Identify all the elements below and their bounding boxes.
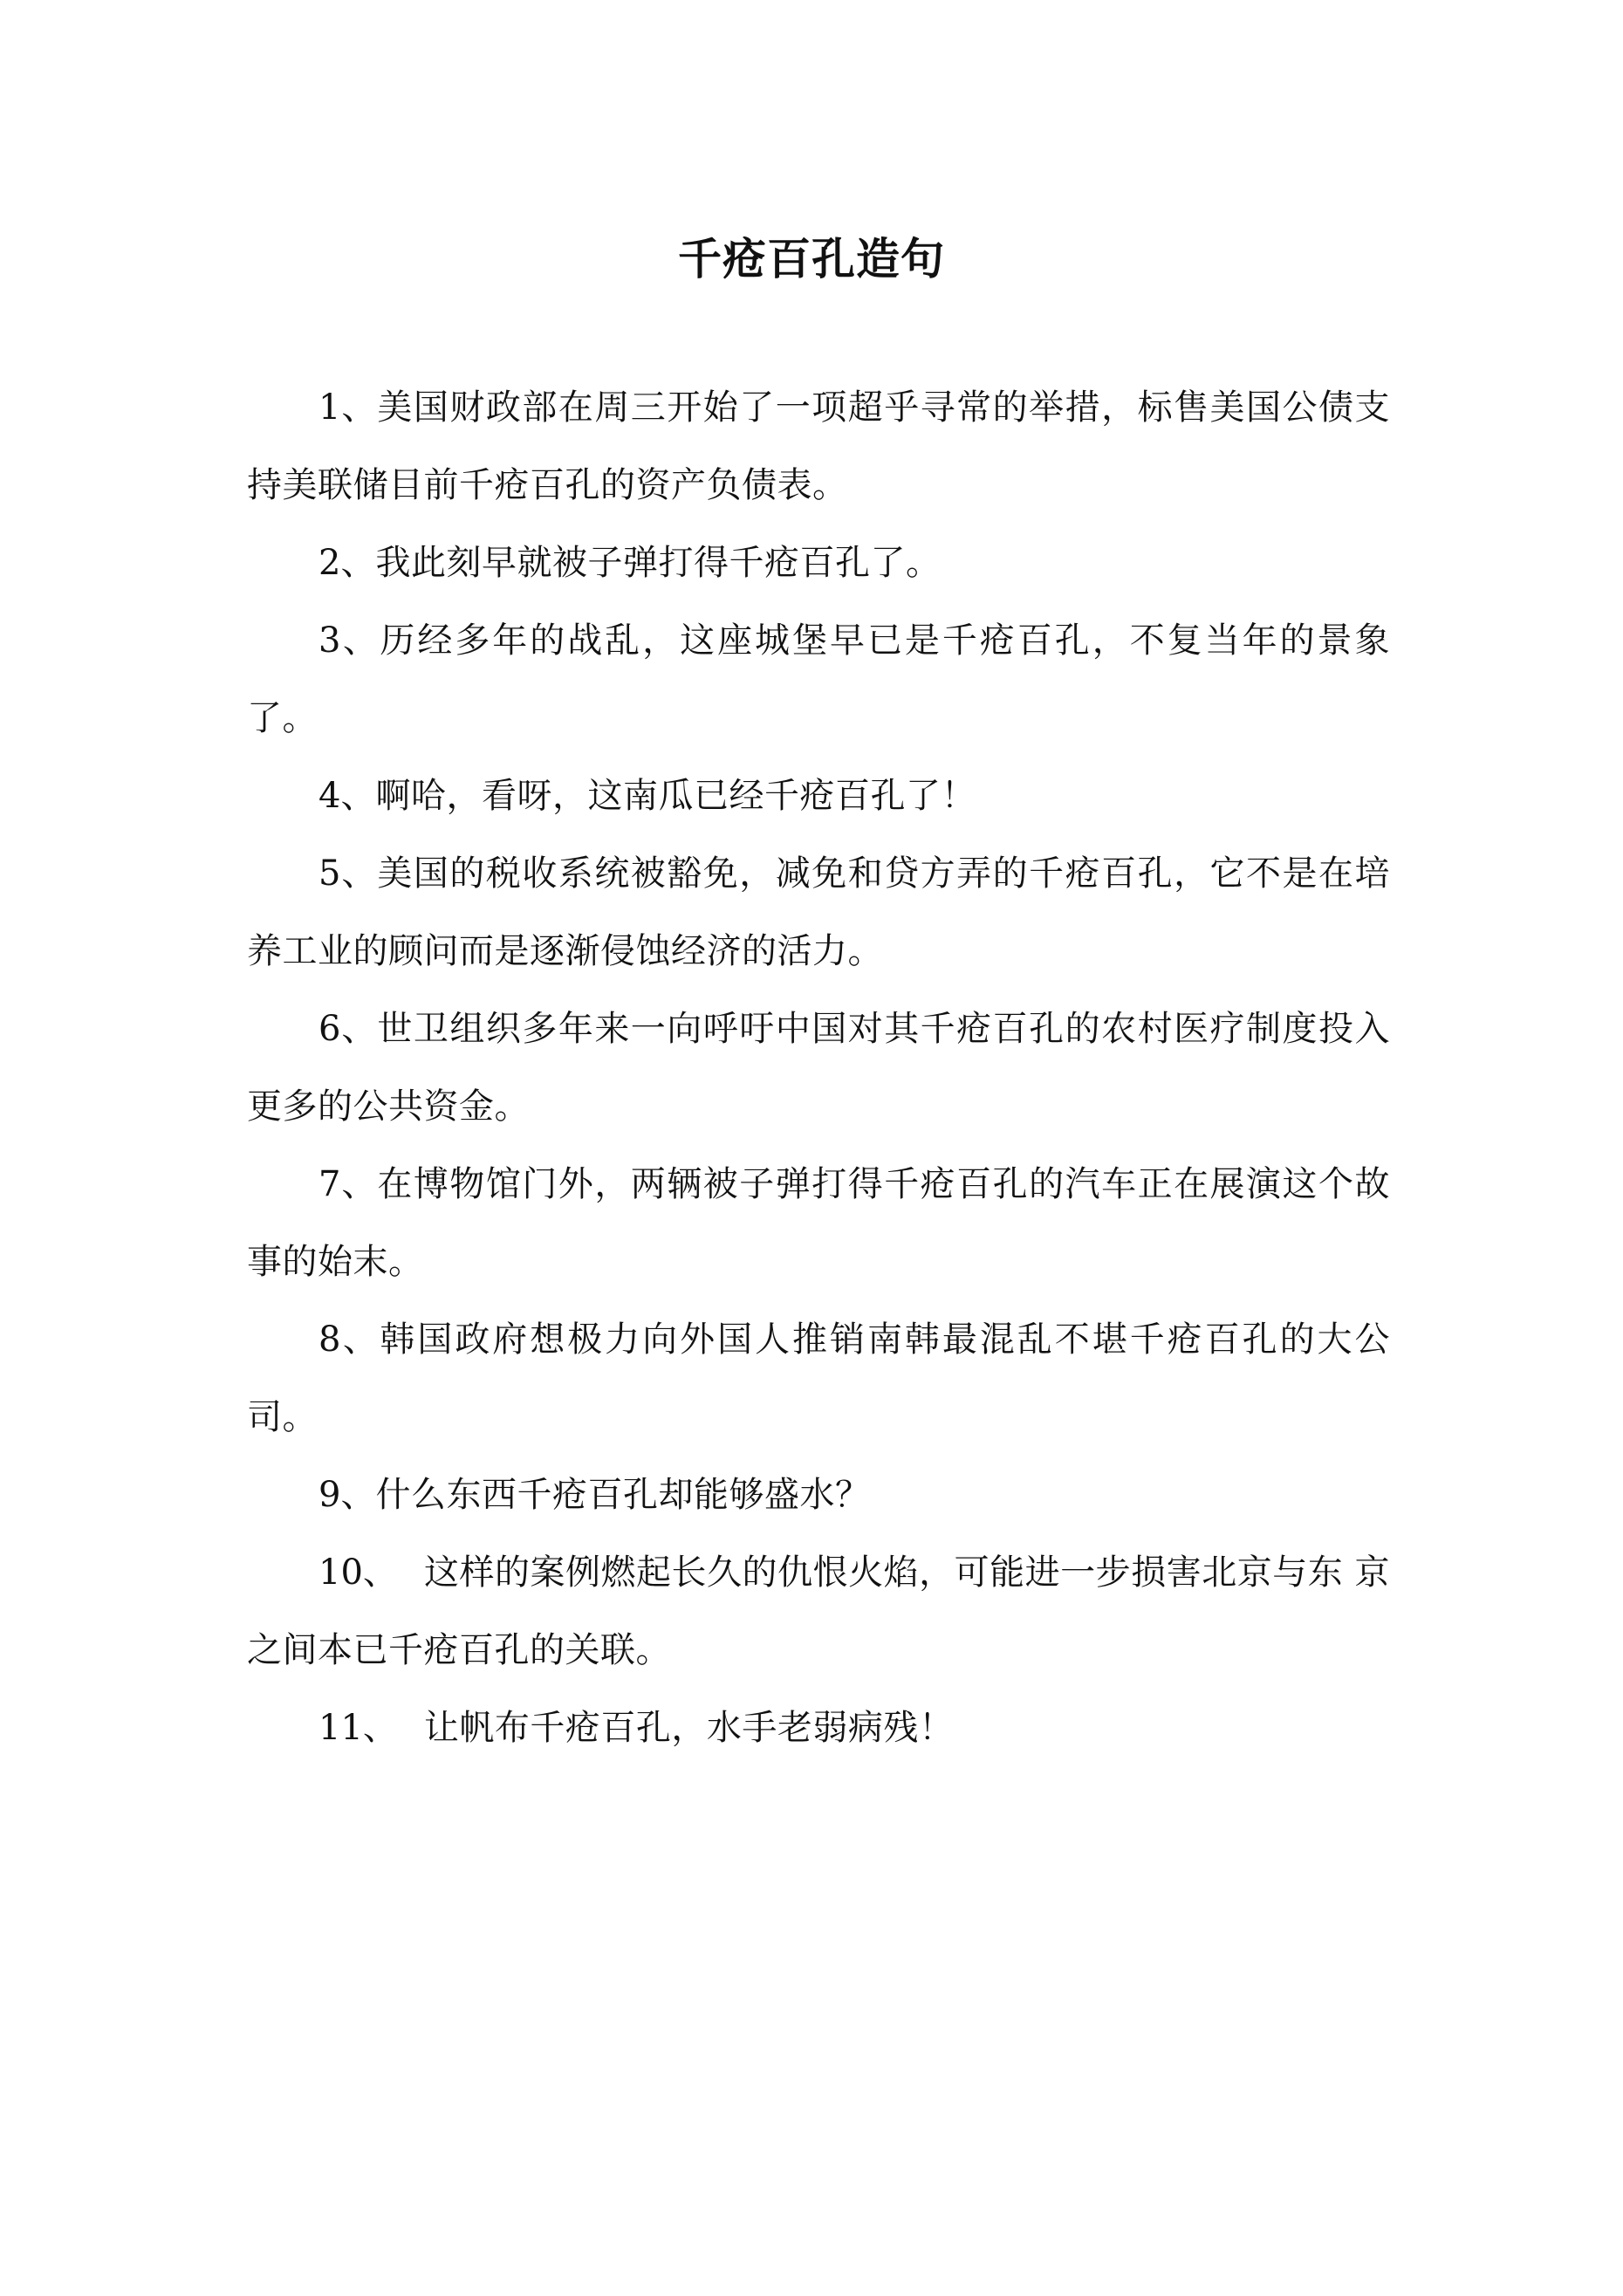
item-text: 这样的案例燃起长久的仇恨火焰，可能进一步损害北京与东 京之间本已千疮百孔的关联。 <box>247 1552 1391 1670</box>
item-text: 美国财政部在周三开始了一项超乎寻常的举措，标售美国公债支持美联储目前千疮百孔的资产负债表。 <box>247 387 1390 505</box>
item-number: 2、 <box>318 543 376 583</box>
item-number: 7、 <box>318 1164 378 1204</box>
item-number: 4、 <box>318 776 376 816</box>
item-number: 8、 <box>318 1319 380 1360</box>
item-text: 美国的税收系统被豁免，减免和贷方弄的千疮百孔，它不是在培养工业的顾问而是逐渐侵蚀经济的活力。 <box>247 853 1390 971</box>
list-item <box>247 835 1390 990</box>
item-number: 10、 <box>318 1552 398 1593</box>
list-item <box>247 990 1390 1146</box>
item-number: 1、 <box>318 387 378 428</box>
list-item <box>247 757 1390 835</box>
list-item <box>247 1534 1390 1689</box>
item-text: 世卫组织多年来一向呼吁中国对其千疮百孔的农村医疗制度投入更多的公共资金。 <box>247 1009 1390 1127</box>
item-number: 9、 <box>318 1475 376 1515</box>
item-text: 历经多年的战乱，这座城堡早已是千疮百孔，不复当年的景象了。 <box>247 620 1391 738</box>
item-text: 啊哈，看呀，这南瓜已经千疮百孔了！ <box>375 776 976 816</box>
list-item <box>247 1146 1390 1301</box>
list-item <box>247 524 1390 602</box>
item-text: 在博物馆门外，两辆被子弹打得千疮百孔的汽车正在展演这个故事的始末。 <box>247 1164 1390 1282</box>
item-number: 11、 <box>318 1708 398 1748</box>
item-number: 5、 <box>318 853 378 894</box>
item-number: 6、 <box>318 1009 378 1049</box>
list-item <box>247 602 1390 757</box>
item-text: 什么东西千疮百孔却能够盛水？ <box>375 1475 871 1515</box>
item-text: 我此刻早就被子弹打得千疮百孔了。 <box>375 543 942 583</box>
sentence-list <box>247 369 1390 1767</box>
document-title: 千疮百孔造句 <box>678 234 945 284</box>
item-text: 韩国政府想极力向外国人推销南韩最混乱不堪千疮百孔的大公司。 <box>247 1319 1391 1437</box>
list-item <box>247 1456 1390 1534</box>
list-item <box>247 1689 1390 1767</box>
list-item <box>247 1301 1390 1456</box>
list-item <box>247 369 1390 524</box>
item-number: 3、 <box>318 620 380 661</box>
item-text: 让帆布千疮百孔，水手老弱病残！ <box>423 1708 955 1748</box>
